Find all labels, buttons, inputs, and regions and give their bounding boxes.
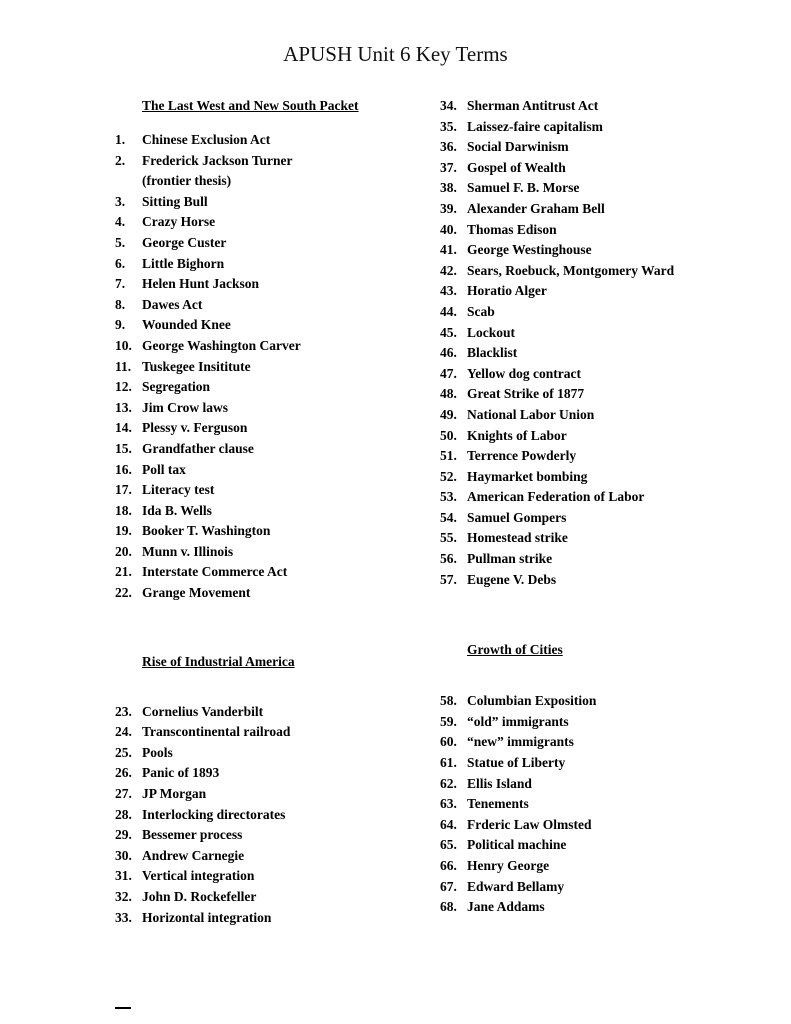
term-number: 30. <box>115 847 132 863</box>
term-item <box>440 405 743 426</box>
term-number: 15. <box>115 440 132 456</box>
term-text: Frderic Law Olmsted <box>467 816 592 832</box>
term-list-last-west <box>115 130 440 604</box>
term-item <box>115 315 440 336</box>
term-text: Pullman strike <box>467 551 553 567</box>
term-item <box>440 302 743 323</box>
term-text: National Labor Union <box>467 406 595 422</box>
section-heading-last-west-new-south: The Last West and New South Packet <box>142 98 359 113</box>
term-number: 11. <box>115 358 132 374</box>
term-number: 32. <box>115 889 132 904</box>
term-item <box>115 336 440 357</box>
term-number: 16. <box>115 461 132 477</box>
term-text: Terrence Powderly <box>467 448 577 464</box>
term-number: 65. <box>440 837 457 853</box>
term-text: “new” immigrants <box>467 734 574 750</box>
term-text: Horatio Alger <box>467 283 547 299</box>
term-number: 43. <box>440 283 457 299</box>
term-item <box>115 439 440 460</box>
term-item <box>115 846 440 867</box>
term-text: Segregation <box>142 379 210 395</box>
term-text: Tuskegee Insititute <box>142 358 251 374</box>
term-number: 24. <box>115 724 132 740</box>
term-item <box>440 570 743 591</box>
term-number: 49. <box>440 406 457 422</box>
term-item <box>440 774 743 795</box>
right-column <box>440 96 743 918</box>
term-item <box>115 295 440 316</box>
term-item <box>115 274 440 295</box>
term-text: Plessy v. Ferguson <box>142 420 248 436</box>
term-text: John D. Rockefeller <box>142 889 257 904</box>
term-text: Homestead strike <box>467 530 568 546</box>
term-text: Dawes Act <box>142 296 203 312</box>
term-number: 34. <box>440 98 457 113</box>
left-column <box>115 96 440 928</box>
term-number: 55. <box>440 530 457 546</box>
term-text: Literacy test <box>142 482 215 498</box>
term-item <box>115 825 440 846</box>
term-number: 41. <box>440 242 457 258</box>
term-number: 66. <box>440 858 457 873</box>
two-column-layout <box>0 68 791 928</box>
term-text: George Westinghouse <box>467 242 592 258</box>
term-text: Columbian Exposition <box>467 693 597 709</box>
term-number: 22. <box>115 585 132 601</box>
term-text: Laissez-faire capitalism <box>467 118 603 134</box>
term-item <box>440 877 743 898</box>
term-text: Transcontinental railroad <box>142 724 291 740</box>
term-number: 29. <box>115 827 132 843</box>
term-item <box>440 426 743 447</box>
term-item <box>440 794 743 815</box>
term-text: Andrew Carnegie <box>142 847 245 863</box>
term-text: Jane Addams <box>467 899 545 915</box>
term-item <box>115 254 440 275</box>
term-item <box>115 908 440 929</box>
term-text: Tenements <box>467 796 529 812</box>
term-text: “old” immigrants <box>467 713 569 729</box>
term-text: Grandfather clause <box>142 440 254 456</box>
term-number: 5. <box>115 234 126 250</box>
term-item <box>440 712 743 733</box>
term-list-continued <box>440 96 743 590</box>
term-number: 57. <box>440 571 457 587</box>
term-item <box>115 542 440 563</box>
term-number: 17. <box>115 482 132 498</box>
section-heading-growth-of-cities: Growth of Cities <box>467 642 563 658</box>
term-number: 52. <box>440 468 457 484</box>
term-text: Ellis Island <box>467 775 532 791</box>
term-text: Thomas Edison <box>467 221 557 237</box>
term-item <box>115 480 440 501</box>
term-text: Blacklist <box>467 345 518 361</box>
term-item <box>440 178 743 199</box>
term-text: Gospel of Wealth <box>467 159 566 175</box>
term-text: Interstate Commerce Act <box>142 564 288 580</box>
term-text: Haymarket bombing <box>467 468 588 484</box>
term-number: 62. <box>440 775 457 791</box>
term-item <box>440 384 743 405</box>
term-text: Jim Crow laws <box>142 399 228 415</box>
term-number: 6. <box>115 255 126 271</box>
term-number: 64. <box>440 816 457 832</box>
term-text: Cornelius Vanderbilt <box>142 703 264 719</box>
term-text: Alexander Graham Bell <box>467 200 605 216</box>
term-number: 10. <box>115 337 132 353</box>
term-text: Wounded Knee <box>142 317 231 333</box>
term-item <box>115 151 440 192</box>
term-text: George Washington Carver <box>142 337 301 353</box>
term-number: 67. <box>440 878 457 894</box>
term-text: Grange Movement <box>142 585 251 601</box>
term-item <box>440 732 743 753</box>
term-item <box>115 521 440 542</box>
term-number: 54. <box>440 509 457 525</box>
section-heading-rise-of-industrial-america: Rise of Industrial America <box>142 653 295 669</box>
term-item <box>440 856 743 877</box>
term-item <box>440 220 743 241</box>
term-item <box>440 117 743 138</box>
term-text: Munn v. Illinois <box>142 543 234 559</box>
term-text: Interlocking directorates <box>142 806 286 822</box>
term-item <box>115 562 440 583</box>
term-number: 4. <box>115 214 126 230</box>
term-text: Pools <box>142 744 173 760</box>
term-item <box>440 487 743 508</box>
term-text: Samuel F. B. Morse <box>467 180 580 196</box>
term-item <box>440 446 743 467</box>
term-number: 47. <box>440 365 457 381</box>
term-number: 42. <box>440 262 457 278</box>
term-item <box>440 137 743 158</box>
term-item <box>115 233 440 254</box>
term-text: Sears, Roebuck, Montgomery Ward <box>467 262 675 278</box>
term-number: 20. <box>115 543 132 559</box>
term-item <box>440 364 743 385</box>
term-text: JP Morgan <box>142 786 207 802</box>
term-item <box>115 212 440 233</box>
term-item <box>115 192 440 213</box>
term-item <box>115 418 440 439</box>
term-number: 13. <box>115 399 132 415</box>
term-item <box>115 702 440 723</box>
term-item <box>115 501 440 522</box>
term-number: 44. <box>440 303 457 319</box>
term-number: 48. <box>440 386 457 402</box>
term-item <box>115 130 440 151</box>
term-text: Poll tax <box>142 461 186 477</box>
term-number: 8. <box>115 296 126 312</box>
term-text: Political machine <box>467 837 567 853</box>
term-number: 25. <box>115 744 132 760</box>
term-number: 45. <box>440 324 457 340</box>
term-item <box>115 722 440 743</box>
term-number: 19. <box>115 523 132 539</box>
term-number: 2. <box>115 152 126 168</box>
term-number: 3. <box>115 193 126 209</box>
term-text: Little Bighorn <box>142 255 225 271</box>
term-text: Eugene V. Debs <box>467 571 557 587</box>
term-number: 23. <box>115 703 132 719</box>
term-item <box>440 199 743 220</box>
term-text: Yellow dog contract <box>467 365 581 381</box>
term-number: 21. <box>115 564 132 580</box>
term-item <box>440 96 743 117</box>
term-item <box>440 528 743 549</box>
term-number: 59. <box>440 713 457 729</box>
term-item <box>115 357 440 378</box>
term-number: 9. <box>115 317 126 333</box>
term-text: Vertical integration <box>142 868 255 884</box>
term-number: 14. <box>115 420 132 436</box>
term-text: Booker T. Washington <box>142 523 271 539</box>
term-number: 39. <box>440 200 457 216</box>
term-item <box>440 281 743 302</box>
term-item <box>440 323 743 344</box>
term-number: 28. <box>115 806 132 822</box>
term-text: Crazy Horse <box>142 214 216 230</box>
term-number: 53. <box>440 489 457 505</box>
term-number: 27. <box>115 786 132 802</box>
term-item <box>115 784 440 805</box>
term-text: American Federation of Labor <box>467 489 645 505</box>
term-item <box>440 835 743 856</box>
term-list-industrial-america <box>115 702 440 929</box>
term-number: 12. <box>115 379 132 395</box>
term-number: 18. <box>115 502 132 518</box>
document-title: APUSH Unit 6 Key Terms <box>283 42 508 66</box>
term-text: Henry George <box>467 858 550 873</box>
term-number: 56. <box>440 551 457 567</box>
term-item <box>115 583 440 604</box>
term-text: Social Darwinism <box>467 139 569 155</box>
page-bottom-mark <box>115 1007 131 1009</box>
term-number: 46. <box>440 345 457 361</box>
term-item <box>440 691 743 712</box>
term-number: 35. <box>440 118 457 134</box>
term-text: Samuel Gompers <box>467 509 567 525</box>
term-item <box>440 508 743 529</box>
term-number: 26. <box>115 765 132 781</box>
term-number: 63. <box>440 796 457 812</box>
term-text: Helen Hunt Jackson <box>142 276 260 292</box>
term-item <box>440 549 743 570</box>
term-item <box>440 158 743 179</box>
term-number: 50. <box>440 427 457 443</box>
term-item <box>440 261 743 282</box>
term-item <box>440 897 743 918</box>
term-item <box>440 753 743 774</box>
term-number: 36. <box>440 139 457 155</box>
term-number: 40. <box>440 221 457 237</box>
term-text: Sherman Antitrust Act <box>467 98 599 113</box>
term-item <box>440 467 743 488</box>
term-text: Sitting Bull <box>142 193 208 209</box>
term-text: Bessemer process <box>142 827 243 843</box>
term-number: 38. <box>440 180 457 196</box>
term-item <box>115 398 440 419</box>
term-item <box>115 805 440 826</box>
term-number: 61. <box>440 755 457 771</box>
term-number: 51. <box>440 448 457 464</box>
term-text: Horizontal integration <box>142 909 272 925</box>
term-text: Panic of 1893 <box>142 765 220 781</box>
term-number: 31. <box>115 868 132 884</box>
term-item <box>440 815 743 836</box>
term-text: Statue of Liberty <box>467 755 566 771</box>
term-number: 68. <box>440 899 457 915</box>
term-text: Edward Bellamy <box>467 878 565 894</box>
term-number: 60. <box>440 734 457 750</box>
term-number: 37. <box>440 159 457 175</box>
term-text: Lockout <box>467 324 516 340</box>
term-text: Chinese Exclusion Act <box>142 132 271 147</box>
term-text: Ida B. Wells <box>142 502 212 518</box>
term-list-growth-of-cities <box>440 691 743 918</box>
term-number: 1. <box>115 132 126 147</box>
term-item <box>115 763 440 784</box>
term-number: 7. <box>115 276 126 292</box>
term-item <box>440 240 743 261</box>
term-item <box>115 460 440 481</box>
term-number: 58. <box>440 693 457 709</box>
term-item <box>440 343 743 364</box>
term-item <box>115 866 440 887</box>
term-item <box>115 377 440 398</box>
term-text: George Custer <box>142 234 227 250</box>
term-text: Great Strike of 1877 <box>467 386 585 402</box>
term-number: 33. <box>115 909 132 925</box>
term-item <box>115 887 440 908</box>
term-item <box>115 743 440 764</box>
term-text: Knights of Labor <box>467 427 567 443</box>
term-text: Frederick Jackson Turner (frontier thesis) <box>142 152 293 189</box>
term-text: Scab <box>467 303 495 319</box>
